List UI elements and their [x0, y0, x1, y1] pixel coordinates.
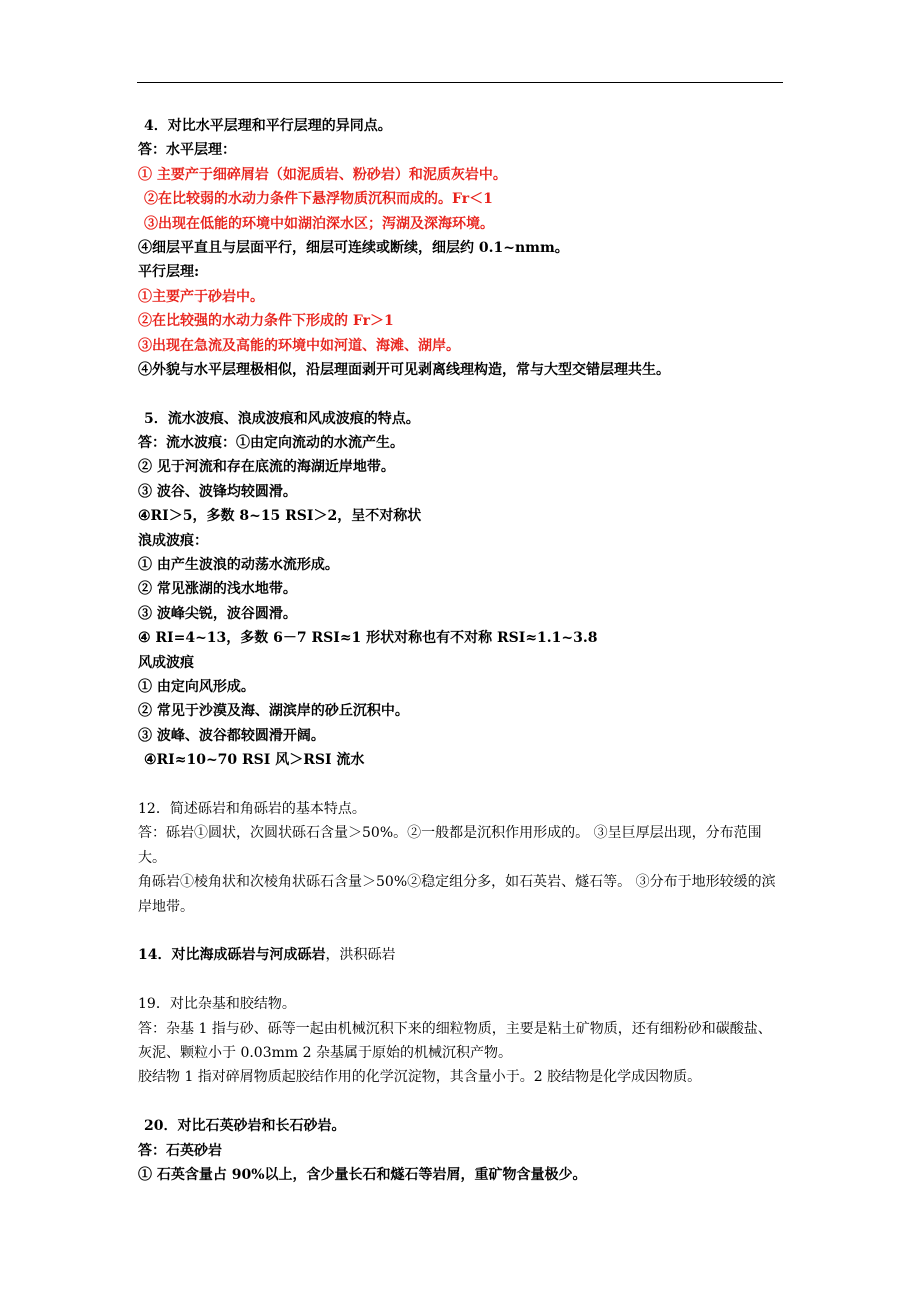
spacer: [138, 968, 784, 992]
spacer: [138, 382, 784, 406]
q5-title: 5．流水波痕、浪成波痕和风成波痕的特点。: [144, 410, 420, 427]
q4-horizontal-2: ②在比较弱的水动力条件下悬浮物质沉积而成的。Fr＜1: [144, 191, 493, 208]
q12-title: 12．简述砾岩和角砾岩的基本特点。: [138, 800, 366, 817]
q19-answer-2: 胶结物 1 指对碎屑物质起胶结作用的化学沉淀物，其含量小于。2 胶结物是化学成因物质。: [138, 1069, 702, 1086]
spacer: [138, 919, 784, 943]
spacer: [138, 773, 784, 797]
q5-wave-2: ② 常见涨湖的浅水地带。: [138, 581, 297, 598]
q14-title-rest: ，洪积砾岩: [325, 947, 396, 964]
q5-wind-4: ④RI≈10~70 RSI 风＞RSI 流水: [144, 752, 365, 769]
q5-wave-head: 浪成波痕：: [138, 532, 208, 549]
header-rule: [137, 82, 783, 83]
q4-horizontal-3: ③出现在低能的环境中如湖泊深水区；泻湖及深海环境。: [144, 215, 494, 232]
q4-answer-head: 答：水平层理：: [138, 142, 236, 159]
q5-wind-2: ② 常见于沙漠及海、湖滨岸的砂丘沉积中。: [138, 703, 409, 720]
q4-parallel-1: ①主要产于砂岩中。: [138, 288, 264, 305]
q20-answer-2: ① 石英含量占 90%以上，含少量长石和燧石等岩屑，重矿物含量极少。: [138, 1166, 587, 1183]
q5-wave-1: ① 由产生波浪的动荡水流形成。: [138, 557, 339, 574]
q19-answer-1: 答：杂基 1 指与砂、砾等一起由机械沉积下来的细粒物质，主要是粘土矿物质，还有细粉砂和碳酸盐、灰泥、颗粒小于 0.03mm 2 杂基属于原始的机械沉积产物。: [138, 1020, 772, 1061]
q14-title: [138, 943, 784, 967]
q4-parallel-3: ③出现在急流及高能的环境中如河道、海滩、湖岸。: [138, 337, 460, 354]
q20-title: 20．对比石英砂岩和长石砂岩。: [144, 1118, 346, 1135]
q20-answer-1: 答：石英砂岩: [138, 1142, 222, 1159]
q5-wind-head: 风成波痕: [138, 654, 194, 671]
q5-wave-4: ④ RI=4~13，多数 6－7 RSI≈1 形状对称也有不对称 RSI≈1.1~3.8: [138, 630, 598, 647]
q4-horizontal-1: ① 主要产于细碎屑岩（如泥质岩、粉砂岩）和泥质灰岩中。: [138, 166, 507, 183]
q5-answer-1: 答：流水波痕：①由定向流动的水流产生。: [138, 435, 404, 452]
q4-parallel-2: ②在比较强的水动力条件下形成的 Fr＞1: [138, 313, 394, 330]
q5-answer-2: ② 见于河流和存在底流的海湖近岸地带。: [138, 459, 395, 476]
document-body: [138, 114, 784, 1187]
spacer: [138, 1090, 784, 1114]
q5-wave-3: ③ 波峰尖锐，波谷圆滑。: [138, 605, 297, 622]
q14-title-bold: 14．对比海成砾岩与河成砾岩: [138, 947, 326, 964]
q19-title: 19．对比杂基和胶结物。: [138, 996, 296, 1013]
q5-wind-1: ① 由定向风形成。: [138, 678, 255, 695]
q5-answer-3: ③ 波谷、波锋均较圆滑。: [138, 483, 297, 500]
q4-horizontal-4: ④细层平直且与层面平行，细层可连续或断续，细层约 0.1~nmm。: [138, 239, 569, 256]
q5-wind-3: ③ 波峰、波谷都较圆滑开阔。: [138, 727, 325, 744]
q12-answer-2: 角砾岩①棱角状和次棱角状砾石含量＞50%②稳定组分多，如石英岩、燧石等。 ③分布于地形较缓的滨岸地带。: [138, 874, 776, 915]
q4-parallel-4: ④外貌与水平层理极相似，沿层理面剥开可见剥离线理构造，常与大型交错层理共生。: [138, 361, 670, 378]
q5-answer-4: ④RI＞5，多数 8~15 RSI＞2，呈不对称状: [138, 508, 422, 525]
q12-answer-1: 答：砾岩①圆状，次圆状砾石含量＞50%。②一般都是沉积作用形成的。 ③呈巨厚层出现，分布范围大。: [138, 825, 762, 866]
q4-title: 4．对比水平层理和平行层理的异同点。: [144, 118, 392, 134]
q4-parallel-head: 平行层理:: [138, 264, 200, 281]
